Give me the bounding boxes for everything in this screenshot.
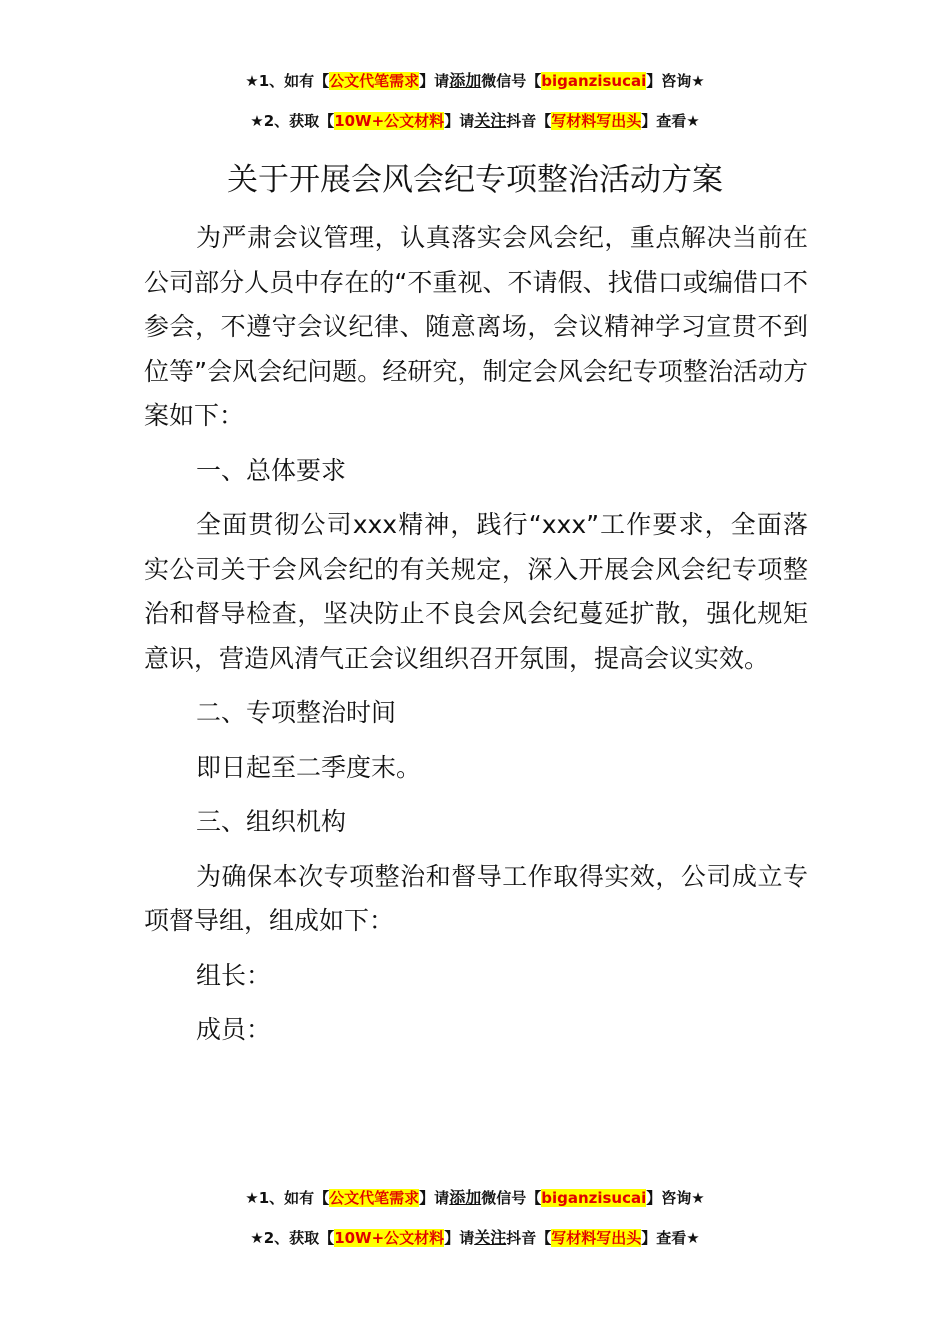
promo-text: 】咨询★ <box>646 72 705 90</box>
heading-general-requirements: 一、总体要求 <box>196 455 347 485</box>
promo-line-top-1 <box>0 70 950 92</box>
promo-underline: 添加 <box>449 1188 482 1207</box>
promo-text: 抖音【 <box>506 112 552 130</box>
paragraph-period: 即日起至二季度末。 <box>196 752 422 782</box>
promo-text: 】请 <box>444 112 475 130</box>
promo-text: 微信号【 <box>481 72 542 90</box>
heading-organization: 三、组织机构 <box>196 807 347 836</box>
document-body <box>144 216 808 1053</box>
promo-highlight: 10W+公文材料 <box>334 1229 445 1247</box>
promo-line-bottom-1 <box>0 1187 950 1209</box>
document-title: 关于开展会风会纪专项整治活动方案 <box>227 162 723 198</box>
promo-highlight: biganzisucai <box>541 1189 647 1207</box>
promo-line-bottom-2 <box>0 1227 950 1249</box>
promo-highlight: 写材料写出头 <box>551 112 642 130</box>
promo-text: 】请 <box>444 1229 475 1247</box>
promo-highlight: 公文代笔需求 <box>329 1189 420 1207</box>
promo-highlight: biganzisucai <box>541 72 647 90</box>
heading-period: 二、专项整治时间 <box>196 698 397 727</box>
promo-text: 】咨询★ <box>646 1189 705 1207</box>
group-members-label: 成员： <box>196 1015 272 1044</box>
promo-text: 】查看★ <box>641 112 700 130</box>
promo-highlight: 10W+公文材料 <box>334 112 445 130</box>
promo-text: 】查看★ <box>641 1229 700 1247</box>
promo-text: 抖音【 <box>506 1229 552 1247</box>
paragraph-organization: 为确保本次专项整治和督导工作取得实效，公司成立专项督导组，组成如下： <box>144 861 808 935</box>
promo-text: ★1、如有【 <box>245 1189 330 1207</box>
promo-underline: 添加 <box>449 71 482 90</box>
promo-underline: 关注 <box>474 111 507 130</box>
promo-text: 】请 <box>419 1189 450 1207</box>
promo-underline: 关注 <box>474 1228 507 1247</box>
promo-text: 微信号【 <box>481 1189 542 1207</box>
paragraph-general-requirements: 全面贯彻公司xxx精神，践行“xxx”工作要求，全面落实公司关于会风会纪的有关规定，深入开展会风会纪专项整治和督导检查，坚决防止不良会风会纪蔓延扩散，强化规矩意识，营造风清气正会议组织召开氛围，提高会议实效。 <box>144 510 808 673</box>
promo-highlight: 写材料写出头 <box>551 1229 642 1247</box>
promo-text: ★2、获取【 <box>250 1229 335 1247</box>
paragraph-intro: 为严肃会议管理，认真落实会风会纪，重点解决当前在公司部分人员中存在的“不重视、不请假、找借口或编借口不参会，不遵守会议纪律、随意离场，会议精神学习宣贯不到位等”会风会纪问题。经研究，制定会风会纪专项整治活动方案如下： <box>144 223 808 430</box>
promo-highlight: 公文代笔需求 <box>329 72 420 90</box>
promo-text: 】请 <box>419 72 450 90</box>
promo-text: ★2、获取【 <box>250 112 335 130</box>
group-leader-label: 组长： <box>196 960 272 990</box>
promo-line-top-2 <box>0 110 950 132</box>
promo-text: ★1、如有【 <box>245 72 330 90</box>
